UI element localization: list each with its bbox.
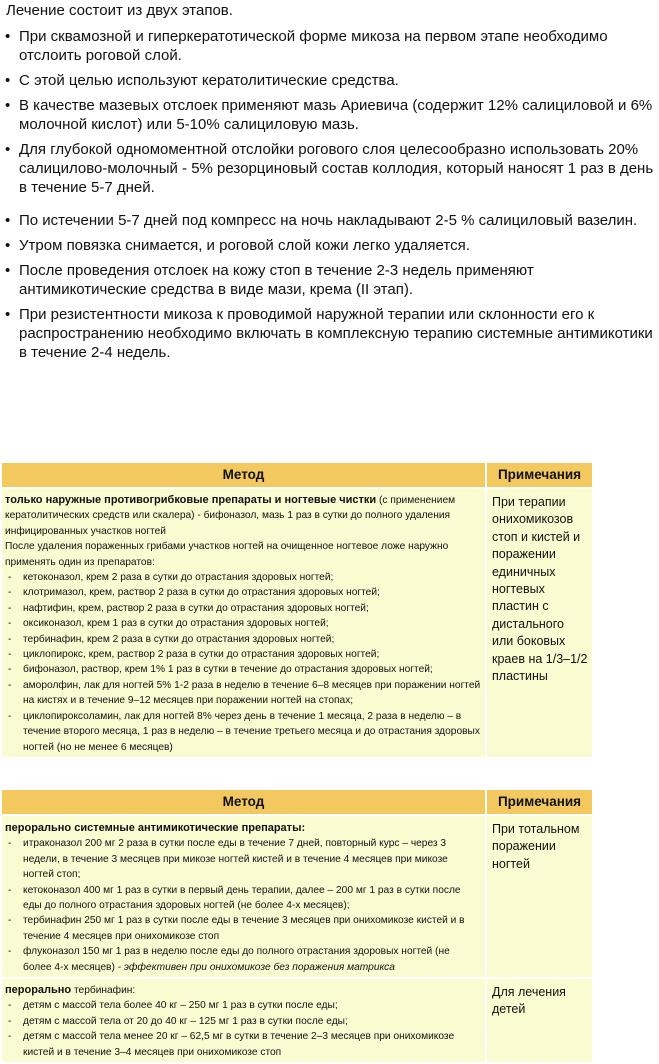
drug-item: - клотримазол, крем, раствор 2 раза в сутки до отрастания здоровых ногтей;: [5, 585, 481, 600]
method-after-text: После удаления пораженных грибами участков ногтей на очищенное ногтевое ложе наружно применять один из препаратов:: [5, 541, 449, 568]
systemic-therapy-table: [0, 788, 594, 1064]
dash-icon: -: [8, 587, 12, 599]
bullet-item: [0, 211, 655, 230]
drug-item: - кетоконазол 400 мг 1 раз в сутки в первый день терапии, далее – 200 мг 1 раз в сутки после еды до полного отрастания здоровых ногтей (не более 4-х месяцев);: [8, 884, 461, 912]
drug-item: - флуконазол 150 мг 1 раз в неделю после еды до полного отрастания здоровых ногтей (не более 4-х месяцев) - эффективен при онихомикозе без поражения матрикса: [8, 946, 450, 973]
bullet-icon: •: [5, 237, 11, 254]
drug-item: - циклопироксоламин, лак для ногтей 8% через день в течение 1 месяца, 2 раза в неделю – в течение второго месяца, 1 раз в неделю – в течение третьего месяца и до отрастания здоровых ногтей (но не менее 6 месяцев): [8, 710, 480, 753]
bullet-item: [0, 261, 655, 299]
bullet-text: После проведения отслоек на кожу стоп в течение 2-3 недель применяют антимикотические средства в виде мази, крема (II этап).: [19, 262, 534, 298]
method-lead-rest: (с применением кератолитических средств или скалера) - бифоназол, мазь 1 раз в сутки до полного удаления инфицированных участков ногтей: [5, 495, 456, 537]
bullet-item: [0, 27, 655, 65]
drug-item: - тербинафин, крем 2 раза в сутки до отрастания здоровых ногтей;: [5, 632, 481, 647]
dash-icon: -: [8, 618, 12, 630]
method-cell: [2, 979, 485, 1062]
bullet-text: Для глубокой одномоментной отслойки рогового слоя целесообразно использовать 20% салицилово-молочный - 5% резорциновый состав коллодия, который наносят 1 раз в день в течение 5-7 дней.: [19, 141, 654, 196]
intro-text: Лечение состоит из двух этапов.: [6, 2, 233, 19]
italic-note: - эффективен при онихомикозе без поражения матрикса: [114, 961, 395, 973]
dash-icon: -: [8, 633, 12, 645]
notes-cell: При тотальном поражении ногтей: [487, 816, 592, 977]
bullet-item: [0, 236, 655, 255]
bullet-item: [0, 71, 655, 90]
dash-icon: -: [8, 664, 12, 676]
notes-header: Примечания: [487, 463, 592, 487]
drug-item: - аморолфин, лак для ногтей 5% 1-2 раза в неделю в течение 6–8 месяцев при поражении ногтей на кистях и в течение 9–12 месяцев при поражении ногтей на стопах;: [8, 679, 481, 707]
dash-icon: -: [8, 884, 12, 896]
drug-item: - циклопирокс, крем, раствор 2 раза в сутки до отрастания здоровых ногтей;: [5, 647, 481, 662]
drug-item: - бифоназол, раствор, крем 1% 1 раз в сутки в течение до отрастания здоровых ногтей;: [5, 662, 481, 677]
dash-icon: -: [8, 1015, 12, 1027]
dash-icon: -: [8, 602, 12, 614]
bullet-list: [0, 27, 659, 368]
bullet-icon: •: [5, 262, 11, 279]
drug-item: - детям с массой тела менее 20 кг – 62,5 мг в сутки в течение 2–3 месяцев при онихомикозе кистей и в течение 3–4 месяцев при онихомикозе стоп: [8, 1031, 455, 1058]
method-header: Метод: [2, 790, 485, 814]
method-lead-bold: только наружные противогрибковые препараты и ногтевые чистки: [5, 494, 377, 506]
method-header: Метод: [2, 463, 485, 487]
bullet-text: С этой целью используют кератолитические средства.: [19, 72, 399, 89]
bullet-icon: •: [5, 306, 11, 323]
drug-item: - тербинафин 250 мг 1 раз в сутки после еды в течение 3 месяцев при онихомикозе кистей и в течение 4 месяцев при онихомикозе стоп: [8, 915, 465, 942]
dash-icon: -: [8, 649, 12, 661]
drug-item: - кетоконазол, крем 2 раза в сутки до отрастания здоровых ногтей;: [5, 570, 481, 585]
bullet-item: [0, 96, 655, 134]
notes-header: Примечания: [487, 790, 592, 814]
method-lead: перорально системные антимикотические препараты:: [5, 822, 306, 834]
dash-icon: -: [8, 710, 12, 722]
notes-cell: Для лечения детей: [487, 979, 592, 1062]
notes-cell: При терапии онихомикозов стоп и кистей и поражении единичных ногтевых пластин с дистального или боковых краев на 1/3–1/2 пластины: [487, 489, 592, 757]
bullet-text: При сквамозной и гиперкератотической форме микоза на первом этапе необходимо отслоить роговой слой.: [19, 28, 608, 64]
bullet-icon: •: [5, 97, 11, 114]
bullet-text: Утром повязка снимается, и роговой слой кожи легко удаляется.: [19, 237, 470, 254]
method-cell: [2, 489, 485, 757]
bullet-icon: •: [5, 72, 11, 89]
method-lead: [5, 493, 481, 539]
bullet-icon: •: [5, 28, 11, 45]
dash-icon: -: [8, 679, 12, 691]
dash-icon: -: [8, 1000, 12, 1012]
bullet-icon: •: [5, 141, 11, 158]
external-therapy-table: [0, 461, 594, 759]
method-lead: перорально тербинафин:: [5, 984, 136, 997]
dash-icon: -: [8, 1031, 12, 1043]
drug-item: - детям с массой тела от 20 до 40 кг – 125 мг 1 раз в сутки после еды;: [5, 1014, 481, 1029]
drug-item: - детям с массой тела более 40 кг – 250 мг 1 раз в сутки после еды;: [5, 998, 481, 1013]
dash-icon: -: [8, 572, 12, 584]
drug-item: - оксиконазол, крем 1 раз в сутки до отрастания здоровых ногтей;: [5, 616, 481, 631]
bullet-text: По истечении 5-7 дней под компресс на ночь накладывают 2-5 % салициловый вазелин.: [19, 212, 638, 229]
dash-icon: -: [8, 838, 12, 850]
drug-item: - итраконазол 200 мг 2 раза в сутки после еды в течение 7 дней, повторный курс – через 3 недели, в течение 3 месяцев при микозе ногтей кистей и в течение 4 месяцев при микозе ногтей стоп;: [8, 838, 448, 881]
dash-icon: -: [8, 915, 12, 927]
bullet-item: [0, 305, 655, 362]
bullet-icon: •: [5, 212, 11, 229]
drug-item: - нафтифин, крем, раствор 2 раза в сутки до отрастания здоровых ногтей;: [5, 601, 481, 616]
method-cell: [2, 816, 485, 977]
bullet-text: В качестве мазевых отслоек применяют мазь Ариевича (содержит 12% салициловой и 6% молочной кислот) или 5-10% салициловую мазь.: [19, 97, 653, 133]
bullet-text: При резистентности микоза к проводимой наружной терапии или склонности его к распространению необходимо включать в комплексную терапию системные антимикотики в течение 2-4 недель.: [19, 306, 653, 361]
dash-icon: -: [8, 946, 12, 958]
bullet-item: [0, 140, 655, 197]
